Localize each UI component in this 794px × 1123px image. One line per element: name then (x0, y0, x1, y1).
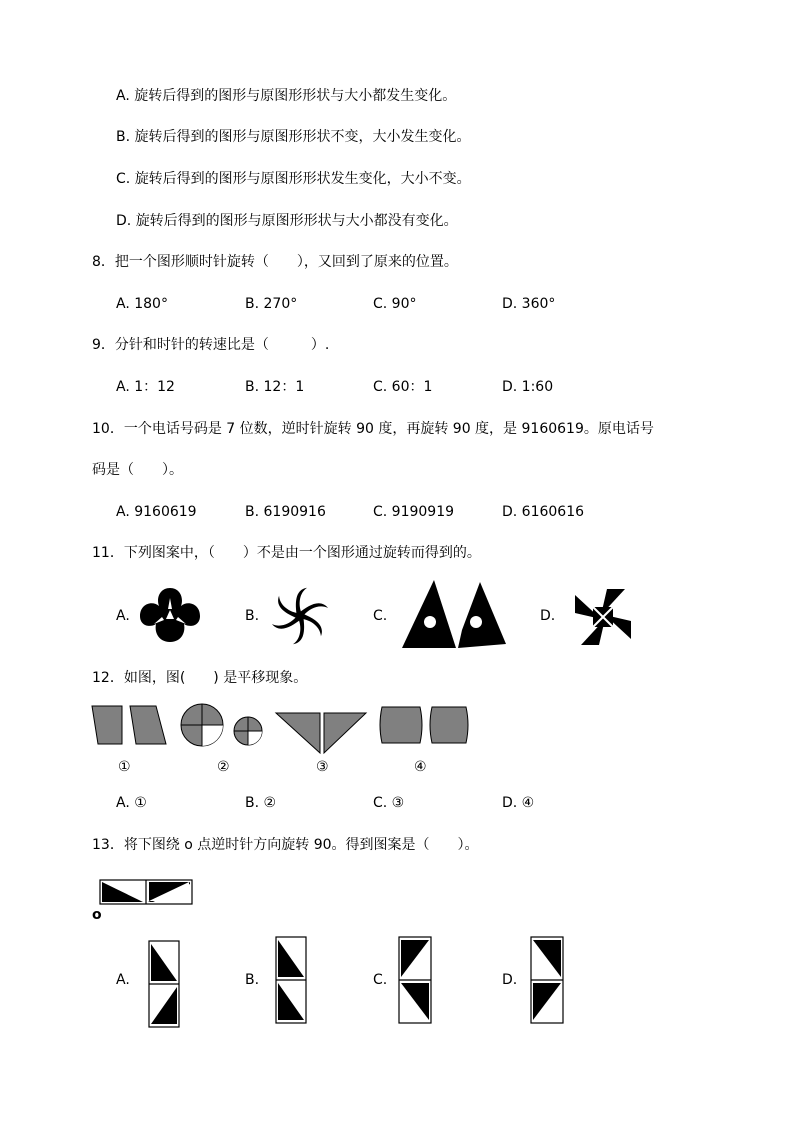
q9-option-a[interactable]: A. 1：12 (116, 379, 175, 395)
q11-label-a[interactable]: A. (116, 608, 130, 624)
q12-stem: 12．如图，图( ) 是平移现象。 (92, 670, 308, 686)
q11-figure-a-flower (138, 586, 202, 644)
q13-figure-d (530, 936, 564, 1024)
q11-stem: 11．下列图案中，（ ）不是由一个图形通过旋转而得到的。 (92, 545, 481, 561)
q12-option-c[interactable]: C. ③ (373, 795, 405, 811)
q10-option-a[interactable]: A. 9160619 (116, 504, 197, 520)
q8-stem: 8．把一个图形顺时针旋转（ ），又回到了原来的位置。 (92, 254, 458, 270)
q11-label-c[interactable]: C. (373, 608, 388, 624)
q12-option-b[interactable]: B. ② (245, 795, 277, 811)
q12-figures (90, 703, 470, 755)
q12-figure-label-2: ② (217, 759, 230, 775)
q9-option-d[interactable]: D. 1:60 (502, 379, 554, 395)
q12-option-a[interactable]: A. ① (116, 795, 147, 811)
q12-figure-label-3: ③ (316, 759, 329, 775)
q13-original-figure (99, 879, 193, 905)
q7-option-b[interactable]: B. 旋转后得到的图形与原图形形状不变，大小发生变化。 (116, 129, 471, 145)
q9-option-b[interactable]: B. 12：1 (245, 379, 305, 395)
q11-figure-d-pinwheel (570, 586, 636, 648)
q13-label-a[interactable]: A. (116, 972, 130, 988)
q8-option-c[interactable]: C. 90° (373, 296, 417, 312)
q11-label-b[interactable]: B. (245, 608, 260, 624)
q13-label-c[interactable]: C. (373, 972, 388, 988)
q11-label-d[interactable]: D. (540, 608, 556, 624)
q11-figure-b-swirl (270, 586, 330, 646)
q10-option-b[interactable]: B. 6190916 (245, 504, 326, 520)
q9-stem: 9．分针和时针的转速比是（ ）. (92, 337, 330, 353)
q12-figure-1-trapezoids (92, 706, 166, 744)
q12-figure-label-1: ① (118, 759, 131, 775)
q10-stem-line1: 10．一个电话号码是 7 位数，逆时针旋转 90 度，再旋转 90 度，是 9160619。原电话号 (92, 421, 654, 437)
q8-option-a[interactable]: A. 180° (116, 296, 168, 312)
q7-option-a[interactable]: A. 旋转后得到的图形与原图形形状与大小都发生变化。 (116, 88, 457, 104)
q10-option-c[interactable]: C. 9190919 (373, 504, 455, 520)
q7-option-c[interactable]: C. 旋转后得到的图形与原图形形状发生变化，大小不变。 (116, 171, 471, 187)
q13-label-b[interactable]: B. (245, 972, 260, 988)
q13-figure-b (275, 936, 307, 1024)
q8-option-b[interactable]: B. 270° (245, 296, 298, 312)
q12-option-d[interactable]: D. ④ (502, 795, 535, 811)
q11-figure-c-triangles (400, 578, 508, 650)
q8-option-d[interactable]: D. 360° (502, 296, 556, 312)
q9-option-c[interactable]: C. 60：1 (373, 379, 433, 395)
q10-option-d[interactable]: D. 6160616 (502, 504, 585, 520)
q13-figure-a (148, 940, 180, 1028)
q10-stem-line2: 码是（ ）。 (92, 462, 183, 478)
q13-point-label: o (92, 907, 102, 923)
q13-stem: 13．将下图绕 o 点逆时针方向旋转 90。得到图案是（ ）。 (92, 837, 479, 853)
q12-figure-3-triangles (276, 713, 366, 753)
q12-figure-4-rounded (380, 707, 468, 743)
q13-label-d[interactable]: D. (502, 972, 518, 988)
q12-figure-2-circles (181, 704, 262, 746)
q7-option-d[interactable]: D. 旋转后得到的图形与原图形形状与大小都没有变化。 (116, 213, 458, 229)
q12-figure-label-4: ④ (414, 759, 427, 775)
q13-figure-c (398, 936, 432, 1024)
